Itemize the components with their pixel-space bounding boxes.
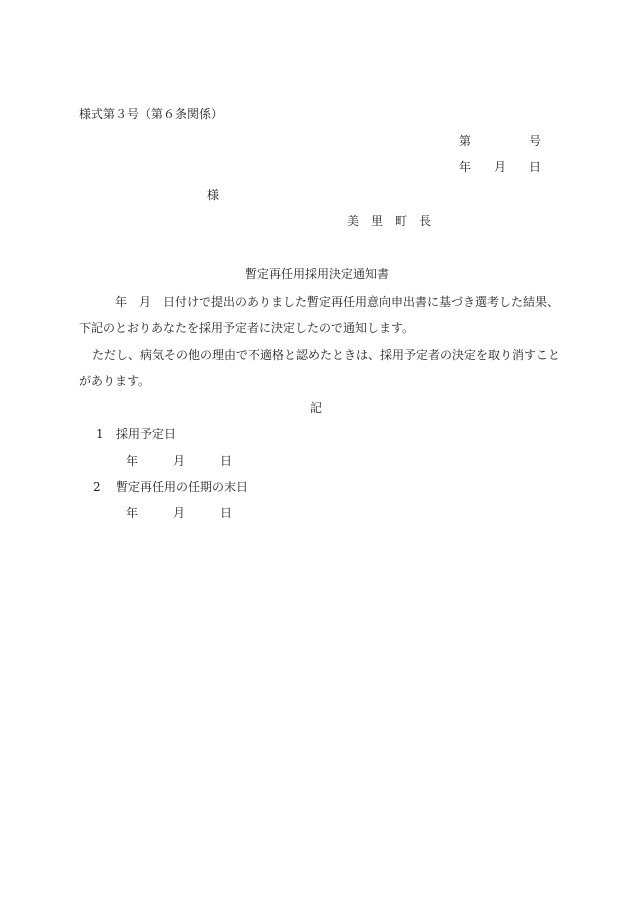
item-month: 月 [173, 506, 186, 520]
item-year: 年 [126, 506, 139, 520]
doc-date-year: 年 [459, 160, 472, 174]
item-day: 日 [220, 506, 233, 520]
item-number: 1 [96, 427, 104, 441]
doc-number-prefix: 第 [459, 134, 472, 148]
item-number: 2 [93, 480, 101, 494]
item-month: 月 [173, 454, 186, 468]
doc-date-day: 日 [529, 160, 542, 174]
sender: 美 里 町 長 [347, 214, 432, 228]
body-line-2: 下記のとおりあなたを採用予定者に決定したので通知します。 [79, 321, 415, 335]
item-day: 日 [220, 454, 233, 468]
body-line-3: ただし、病気その他の理由で不適格と認めたときは、採用予定者の決定を取り消すこと [92, 348, 561, 362]
doc-number-suffix: 号 [529, 134, 542, 148]
item-year: 年 [126, 454, 139, 468]
body-line-4: があります。 [79, 374, 151, 388]
addressee-suffix: 様 [207, 188, 220, 202]
form-label: 様式第３号（第６条関係） [79, 107, 224, 121]
body-line-1: 年 月 日付けで提出のありました暫定再任用意向申出書に基づき選考した結果、 [115, 295, 560, 309]
item-label: 暫定再任用の任期の末日 [116, 480, 249, 494]
document-title: 暫定再任用採用決定通知書 [245, 267, 390, 281]
doc-date-month: 月 [494, 160, 507, 174]
item-label: 採用予定日 [116, 427, 177, 441]
note-heading: 記 [310, 401, 323, 415]
